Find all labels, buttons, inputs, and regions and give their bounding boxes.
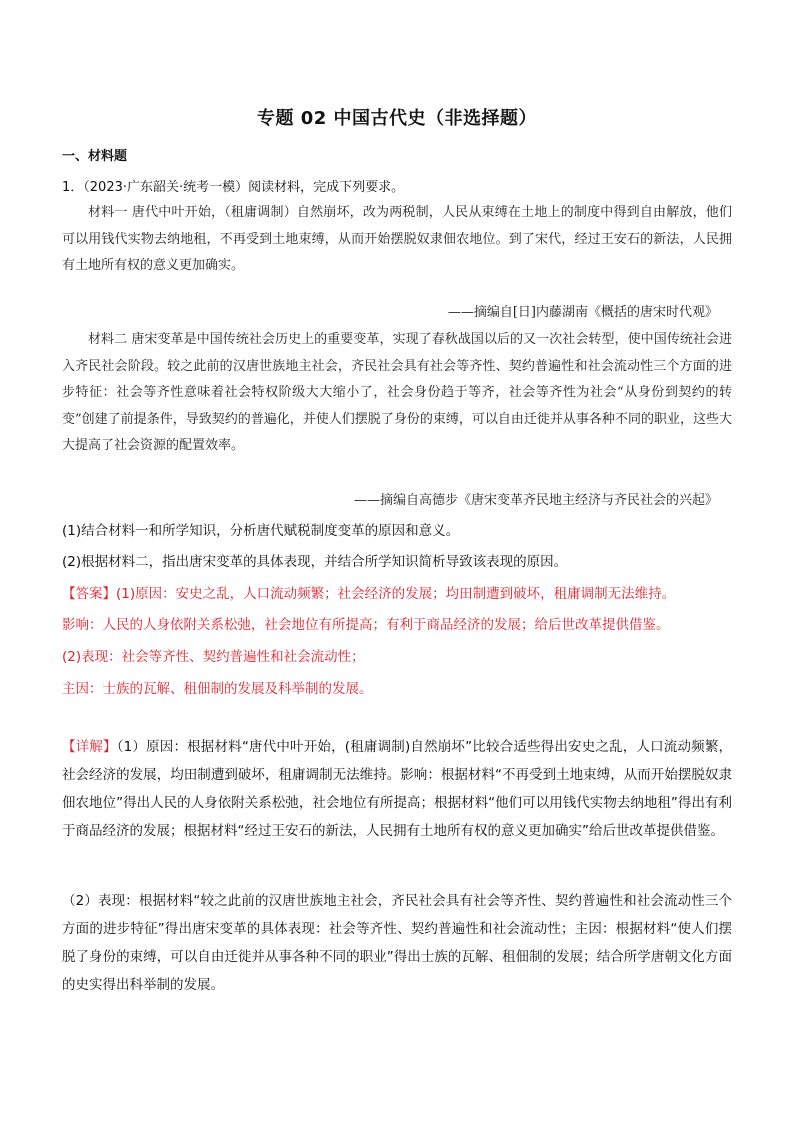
section-heading: 一、材料题 <box>62 149 128 164</box>
material-one <box>62 200 732 280</box>
detail-tag: 【详解】 <box>62 739 117 755</box>
material-two-text: 材料二 唐宋变革是中国传统社会历史上的重要变革，实现了春秋战国以后的又一次社会转型，使中国传统社会进入齐民社会阶段。较之此前的汉唐世族地主社会，齐民社会具有社会等齐性、契约普遍性和社会流动性三个方面的进步特征：社会等齐性意味着社会特权阶级大大缩小了，社会身份趋于等齐，社会等齐性为社会“从身份到契约的转变”创建了前提条件，导致契约的普遍化，并使人们摆脱了身份的束缚，可以自由迁徙并从事各种不同的职业，这些大大提高了社会资源的配置效率。 <box>62 332 732 453</box>
answer-line-4: 主因：士族的瓦解、租佃制的发展及科举制的发展。 <box>62 681 373 697</box>
material-two <box>62 327 732 460</box>
answer-tag: 【答案】 <box>62 586 116 602</box>
material-one-source: ——摘编自[日]内藤湖南《概括的唐宋时代观》 <box>447 305 718 320</box>
answer-line-2: 影响：人民的人身依附关系松弛，社会地位有所提高；有利于商品经济的发展；给后世改革提供借鉴。 <box>62 617 670 633</box>
answer-line-3: (2)表现：社会等齐性、契约普遍性和社会流动性； <box>62 649 365 665</box>
detail-text-2: （2）表现：根据材料“较之此前的汉唐世族地主社会，齐民社会具有社会等齐性、契约普遍性和社会流动性三个方面的进步特征”得出唐宋变革的具体表现：社会等齐性、契约普遍性和社会流动性；主因：根据材料“使人们摆脱了身份的束缚，可以自由迁徙并从事各种不同的职业”得出士族的瓦解、租佃制的发展；结合所学唐朝文化方面的史实得出科举制的发展。 <box>62 893 732 993</box>
question-stem: 1．（2023·广东韶关·统考一模）阅读材料，完成下列要求。 <box>62 180 405 195</box>
material-two-source: ——摘编自高德步《唐宋变革齐民地主经济与齐民社会的兴起》 <box>353 493 718 508</box>
sub-question-2: (2)根据材料二，指出唐宋变革的具体表现，并结合所学知识简析导致该表现的原因。 <box>62 554 568 570</box>
detail-block-1 <box>62 733 732 845</box>
detail-block-2 <box>62 887 732 999</box>
sub-question-1: (1)结合材料一和所学知识，分析唐代赋税制度变革的原因和意义。 <box>62 523 460 539</box>
answer-line-1 <box>62 582 675 602</box>
answer-text-1: (1)原因：安史之乱，人口流动频繁；社会经济的发展；均田制遭到破坏，租庸调制无法维持。 <box>116 586 676 602</box>
page-title: 专题 02 中国古代史（非选择题） <box>256 108 538 129</box>
material-one-text: 材料一 唐代中叶开始，（租庸调制）自然崩坏，改为两税制，人民从束缚在土地上的制度中得到自由解放，他们可以用钱代实物去纳地租，不再受到土地束缚，从而开始摆脱奴隶佃农地位。到了宋代，经过王安石的新法，人民拥有土地所有权的意义更加确实。 <box>62 205 732 273</box>
detail-text-1: （1）原因：根据材料“唐代中叶开始，(租庸调制)自然崩坏”比较合适些得出安史之乱，人口流动频繁，社会经济的发展，均田制遭到破坏，租庸调制无法维持。影响：根据材料“不再受到土地束缚，从而开始摆脱奴隶佃农地位”得出人民的人身依附关系松弛，社会地位有所提高；根据材料“他们可以用钱代实物去纳地租”得出有利于商品经济的发展；根据材料“经过王安石的新法，人民拥有土地所有权的意义更加确实”给后世改革提供借鉴。 <box>62 739 733 839</box>
